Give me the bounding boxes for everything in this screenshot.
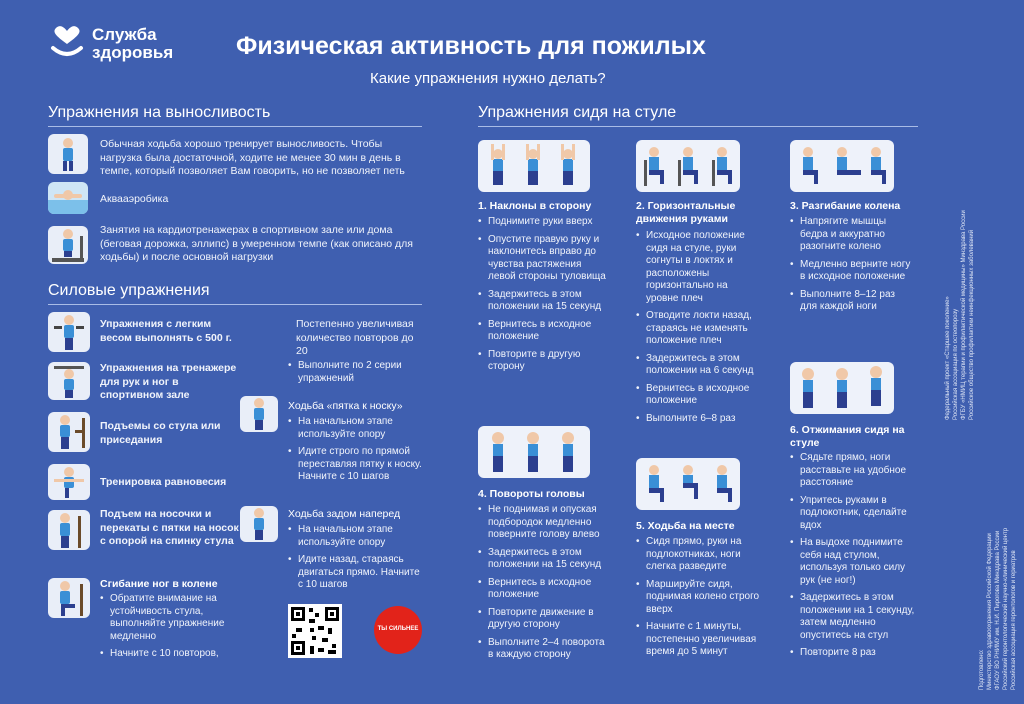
- side-credits-col1: [944, 210, 976, 420]
- strength-section-title: Силовые упражнения: [48, 282, 210, 299]
- exercise-3-illustration: [790, 140, 894, 192]
- endurance-item-walking: Обычная ходьба хорошо тренирует выносливость. Чтобы нагрузка была достаточной, ходите не менее 30 мин в день в темпе, который позволяет Вам говорить, но не позволяет петь: [100, 138, 405, 177]
- list-item: • Поднимите руки вверх: [478, 216, 606, 229]
- exercise-5-list: [636, 536, 762, 664]
- side-credit-line: Подготовлено:: [979, 649, 985, 690]
- chair-rise-icon: [48, 412, 90, 452]
- list-item: • Обратите внимание на устойчивость стула, выполняйте упражнение медленно: [100, 593, 240, 643]
- exercise-2-title: 2. Горизонтальные движения руками: [636, 200, 736, 225]
- divider: [478, 126, 918, 127]
- page-title: Физическая активность для пожилых: [236, 32, 706, 60]
- list-item: • На начальном этапе используйте опору: [288, 416, 422, 441]
- strength-item-chair-rise: Подъемы со стула или приседания: [100, 420, 221, 446]
- walk-back-title: Ходьба задом наперед: [288, 508, 401, 520]
- strength-item-balance: Тренировка равновесия: [100, 476, 227, 488]
- list-item: • Повторите 8 раз: [790, 647, 916, 660]
- side-credit-line: Российская ассоциация по остеопорозу: [953, 308, 959, 420]
- list-item: • Сидя прямо, руки на подлокотниках, ноги слегка разведите: [636, 536, 762, 574]
- side-credit-line: ФГАОУ ВО РНИМУ им. Н.И. Пирогова Минздрава России: [995, 530, 1001, 690]
- balance-icon: [48, 464, 90, 500]
- badge-logo: [374, 606, 422, 654]
- tiptoe-icon: [48, 510, 90, 550]
- exercise-1-list: [478, 216, 606, 379]
- side-credit-line: Российская ассоциация геронтологов и гериатров: [1011, 550, 1017, 690]
- list-item: • Вернитесь в исходное положение: [636, 383, 760, 408]
- exercise-3-title: 3. Разгибание колена: [790, 200, 901, 212]
- strength-continue-1: Постепенно увеличивая количество повторов до 20: [296, 318, 414, 357]
- list-item: • Повторите в другую сторону: [478, 349, 606, 374]
- heel-toe-title: Ходьба «пятка к носку»: [288, 400, 403, 412]
- strength-item-tiptoe: Подъем на носочки и перекаты с пятки на носок с опорой на спинку стула: [100, 508, 239, 547]
- list-item: • Упритесь руками в подлокотник, сделайте вдох: [790, 495, 916, 533]
- list-item: • Выполните по 2 серии упражнений: [288, 360, 422, 385]
- list-item: • Не поднимая и опуская подбородок медленно поверните голову влево: [478, 504, 612, 542]
- list-item: • Исходное положение сидя на стуле, руки согнуты в локтях и расположены горизонтально на уровне плеч: [636, 230, 760, 305]
- list-item: • Задержитесь в этом положении на 1 секунду, затем медленно опуститесь на стул: [790, 592, 916, 642]
- logo: [48, 24, 208, 68]
- strength-item-machine: Упражнения на тренажере для рук и ног в спортивном зале: [100, 362, 237, 401]
- exercise-6-list: [790, 452, 916, 665]
- exercise-4-title: 4. Повороты головы: [478, 488, 585, 500]
- divider: [48, 304, 422, 305]
- exercise-5-title: 5. Ходьба на месте: [636, 520, 735, 532]
- list-item: • Начните с 1 минуты, постепенно увеличивая время до 5 минут: [636, 621, 762, 659]
- list-item: • На начальном этапе используйте опору: [288, 524, 422, 549]
- exercise-5-illustration: [636, 458, 740, 510]
- list-item: • На выдохе поднимите себя над стулом, используя только силу рук (не ног!): [790, 537, 916, 587]
- qr-code[interactable]: [288, 604, 342, 658]
- divider: [48, 126, 422, 127]
- exercise-2-list: [636, 230, 760, 430]
- walking-icon: [48, 134, 88, 174]
- knee-bend-list: [100, 593, 240, 666]
- exercise-1-illustration: [478, 140, 590, 192]
- list-item: • Отводите локти назад, стараясь не изменять положение плеч: [636, 310, 760, 348]
- walk-back-list: [288, 524, 422, 597]
- list-item: • Задержитесь в этом положении на 15 секунд: [478, 547, 612, 572]
- exercise-4-list: [478, 504, 612, 667]
- exercise-6-illustration: [790, 362, 894, 414]
- walk-back-icon: [240, 506, 278, 542]
- exercise-3-list: [790, 216, 914, 319]
- heel-toe-icon: [240, 396, 278, 432]
- strength-continue-list: [288, 360, 422, 390]
- knee-bend-icon: [48, 578, 90, 618]
- list-item: • Вернитесь в исходное положение: [478, 319, 606, 344]
- list-item: • Идите строго по прямой переставляя пятку к носку. Начните с 10 шагов: [288, 446, 422, 484]
- heart-smile-icon: [48, 24, 86, 60]
- treadmill-icon: [48, 226, 88, 264]
- side-credit-line: Российское общество профилактики неинфекционных заболеваний: [969, 229, 975, 420]
- brand-name-line2: здоровья: [92, 43, 174, 62]
- seated-section-title: Упражнения сидя на стуле: [478, 104, 677, 121]
- list-item: • Выполните 6–8 раз: [636, 413, 760, 426]
- list-item: • Вернитесь в исходное положение: [478, 577, 612, 602]
- list-item: • Начните с 10 повторов,: [100, 648, 240, 661]
- list-item: • Маршируйте сидя, поднимая колено строго вверх: [636, 579, 762, 617]
- list-item: • Выполните 2–4 поворота в каждую сторону: [478, 637, 612, 662]
- side-credit-line: Министерство здравоохранения Российской Федерации: [987, 533, 993, 690]
- swimming-icon: [48, 182, 88, 214]
- side-credits-col2: [978, 528, 1018, 690]
- endurance-section-title: Упражнения на выносливость: [48, 104, 271, 121]
- exercise-2-illustration: [636, 140, 740, 192]
- list-item: • Напрягите мышцы бедра и аккуратно разогните колено: [790, 216, 914, 254]
- endurance-item-aqua: Аквааэробика: [100, 193, 169, 205]
- exercise-4-illustration: [478, 426, 590, 478]
- dumbbell-icon: [48, 312, 90, 352]
- brand-name-line1: Служба: [92, 25, 157, 44]
- strength-item-light-weight: Упражнения с легким весом выполнять с 500 г.: [100, 318, 232, 344]
- list-item: • Повторите движение в другую сторону: [478, 607, 612, 632]
- side-credit-line: Федеральный проект «Старшее поколение»: [945, 296, 951, 420]
- list-item: • Выполните 8–12 раз для каждой ноги: [790, 289, 914, 314]
- list-item: • Задержитесь в этом положении на 6 секунд: [636, 353, 760, 378]
- exercise-1-title: 1. Наклоны в сторону: [478, 200, 592, 212]
- list-item: • Опустите правую руку и наклонитесь вправо до чувства растяжения левой стороны туловища: [478, 234, 606, 284]
- list-item: • Идите назад, стараясь двигаться прямо. Начните с 10 шагов: [288, 554, 422, 592]
- gym-machine-icon: [48, 362, 90, 400]
- knee-bend-title: Сгибание ног в колене: [100, 578, 218, 590]
- list-item: • Задержитесь в этом положении на 15 секунд: [478, 289, 606, 314]
- list-item: • Сядьте прямо, ноги расставьте на удобное расстояние: [790, 452, 916, 490]
- exercise-6-title: 6. Отжимания сидя на стуле: [790, 424, 905, 449]
- side-credit-line: Российский геронтологический научно-клинический центр: [1003, 527, 1009, 690]
- list-item: • Медленно верните ногу в исходное положение: [790, 259, 914, 284]
- page-subtitle: Какие упражнения нужно делать?: [370, 70, 606, 87]
- side-credit-line: ФГБУ «НМИЦ терапии и профилактической медицины» Минздрава России: [961, 210, 967, 420]
- heel-toe-list: [288, 416, 422, 489]
- badge-text: ТЫ СИЛЬНЕЕ: [377, 626, 419, 632]
- endurance-item-cardio: Занятия на кардиотренажерах в спортивном зале или дома (беговая дорожка, эллипс) в умеренном темпе (как описано для ходьбы) и после основной нагрузки: [100, 224, 413, 263]
